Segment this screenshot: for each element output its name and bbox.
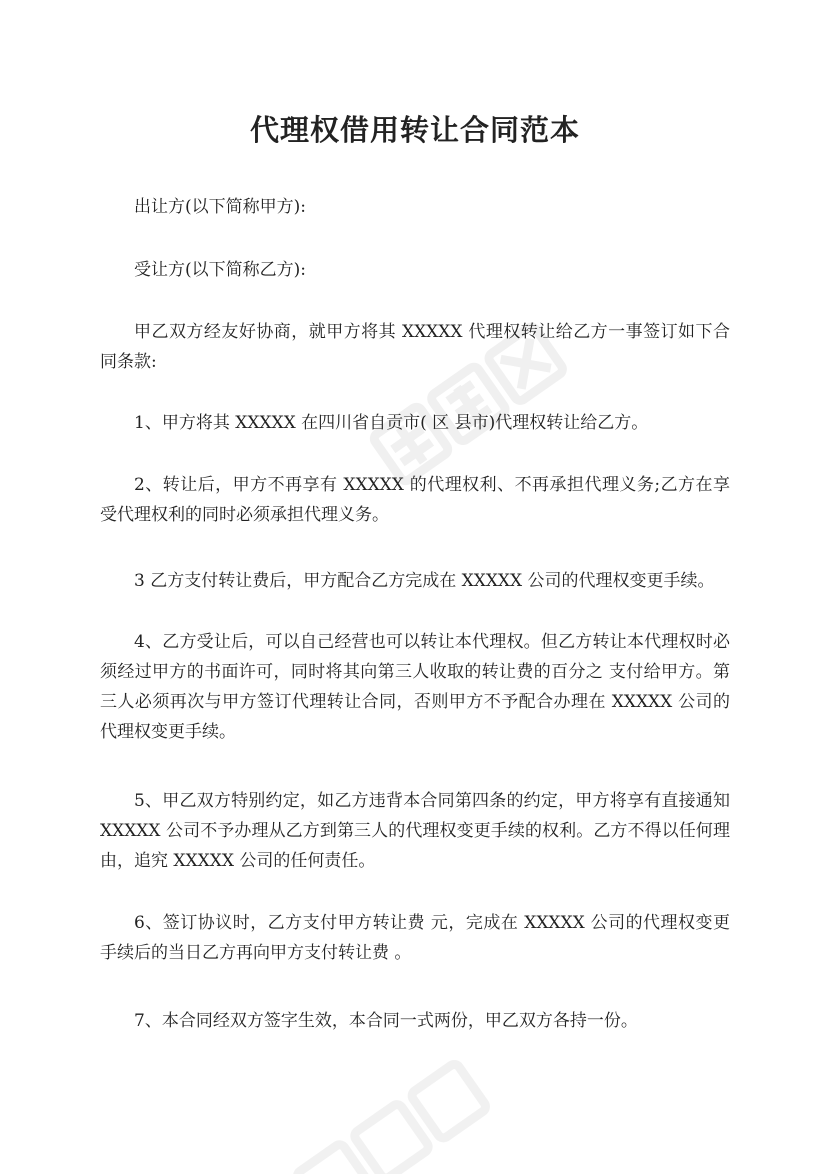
paragraph-clause-7: 7、本合同经双方签字生效，本合同一式两份，甲乙双方各持一份。 (134, 1011, 638, 1031)
paragraph-clause-3: 3 乙方支付转让费后，甲方配合乙方完成在 XXXXX 公司的代理权变更手续。 (134, 571, 715, 591)
paragraph-preamble: 甲乙双方经友好协商，就甲方将其 XXXXX 代理权转让给乙方一事签订如下合同条款: (100, 322, 730, 372)
paragraph-transferee: 受让方(以下简称乙方): (134, 260, 306, 280)
paragraph-clause-5: 5、甲乙双方特别约定，如乙方违背本合同第四条的约定，甲方将享有直接通知 XXXXX 公司不予办理从乙方到第三人的代理权变更手续的权利。乙方不得以任何理由，追究 XXXXX 公司的任何责任。 (100, 791, 730, 871)
paragraph-clause-2: 2、转让后，甲方不再享有 XXXXX 的代理权利、不再承担代理义务;乙方在享受代理权利的同时必须承担代理义务。 (100, 475, 730, 525)
document-title: 代理权借用转让合同范本 (249, 113, 580, 147)
paragraph-clause-6: 6、签订协议时，乙方支付甲方转让费 元，完成在 XXXXX 公司的代理权变更手续后的当日乙方再向甲方支付转让费 。 (100, 913, 730, 963)
paragraph-clause-4: 4、乙方受让后，可以自己经营也可以转让本代理权。但乙方转让本代理权时必须经过甲方的书面许可，同时将其向第三人收取的转让费的百分之 支付给甲方。第三人必须再次与甲方签订代理转让合同，否则甲方不予配合办理在 XXXXX 公司的代理权变更手续。 (100, 632, 730, 742)
paragraph-transferor: 出让方(以下简称甲方): (134, 197, 306, 217)
paragraph-clause-1: 1、甲方将其 XXXXX 在四川省自贡市( 区 县市)代理权转让给乙方。 (134, 413, 649, 433)
